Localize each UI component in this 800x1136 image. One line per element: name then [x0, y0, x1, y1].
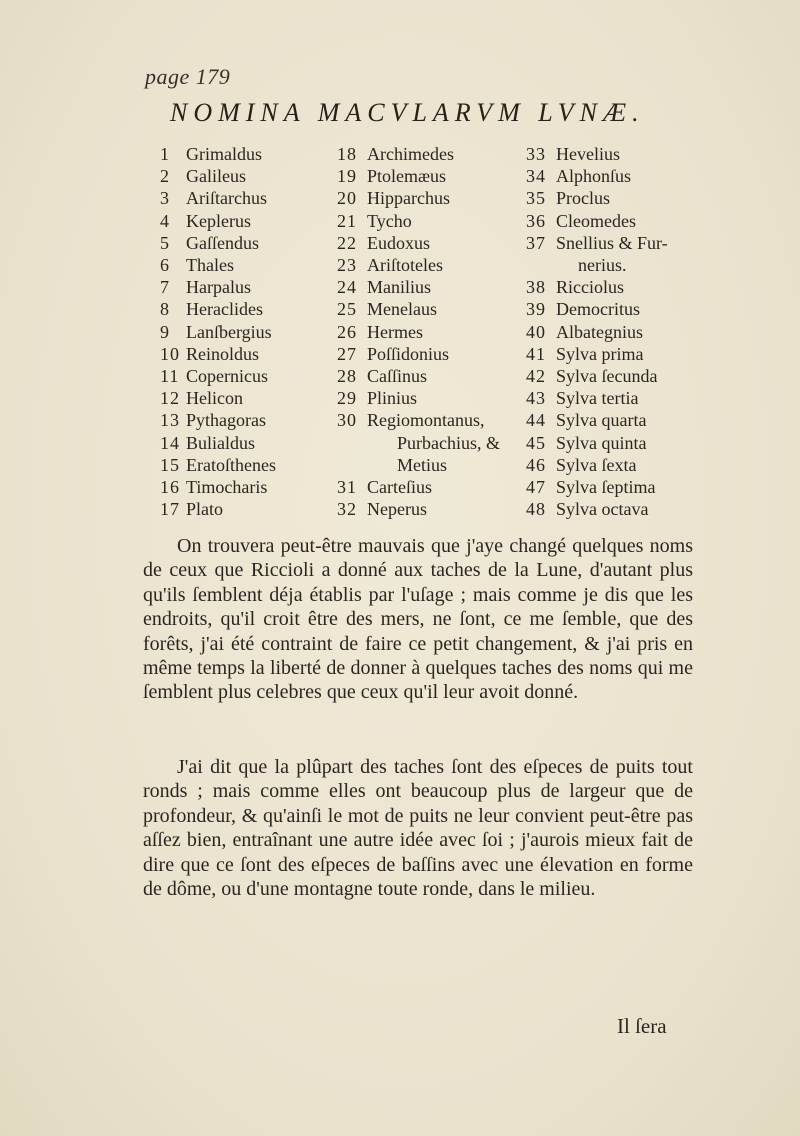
entry-name: Hipparchus — [367, 188, 450, 209]
name-entry — [160, 343, 330, 365]
entry-number: 20 — [337, 188, 357, 209]
page-annotation: page 179 — [145, 64, 231, 89]
entry-name: Plato — [186, 499, 224, 520]
entry-name: Reinoldus — [186, 343, 260, 364]
catchword: Il ſera — [617, 1014, 667, 1038]
entry-number: 21 — [337, 210, 357, 231]
entry-number: 39 — [526, 299, 546, 320]
entry-name: Democritus — [556, 299, 640, 320]
entry-number: 19 — [337, 166, 357, 187]
entry-name: Sylva octava — [556, 499, 649, 520]
entry-continuation: Metius — [397, 454, 448, 475]
entry-number: 11 — [160, 366, 180, 387]
entry-name: Neperus — [367, 499, 427, 520]
entry-name: Menelaus — [367, 299, 437, 320]
name-entry — [526, 321, 706, 343]
entry-number: 14 — [160, 432, 180, 453]
entry-number: 47 — [526, 477, 546, 498]
name-entry — [337, 298, 527, 320]
entry-name: Sylva quinta — [556, 432, 647, 453]
entry-name: Timocharis — [186, 477, 268, 498]
name-entry — [526, 232, 706, 254]
name-entry — [337, 165, 527, 187]
entry-number: 42 — [526, 366, 546, 387]
entry-name: Sylva quarta — [556, 410, 647, 431]
entry-number: 1 — [160, 144, 170, 164]
name-entry — [160, 432, 330, 454]
entry-continuation: Purbachius, & — [397, 432, 500, 453]
name-entry — [160, 365, 330, 387]
entry-name: Sylva ſecunda — [556, 366, 658, 387]
entry-name: Snellius & Fur- — [556, 232, 668, 253]
entry-number: 23 — [337, 255, 357, 276]
entry-name: Eratoſthenes — [186, 454, 276, 475]
name-entry — [160, 298, 330, 320]
name-entry — [160, 210, 330, 232]
entry-name: Regiomontanus, — [367, 410, 485, 431]
entry-number: 36 — [526, 210, 546, 231]
name-entry — [526, 387, 706, 409]
name-entry — [526, 343, 706, 365]
entry-name: Keplerus — [186, 210, 251, 231]
entry-name: Caſſinus — [367, 366, 428, 387]
name-entry — [160, 454, 330, 476]
entry-name: Ptolemæus — [367, 166, 447, 187]
name-entry — [160, 254, 330, 276]
entry-number: 10 — [160, 343, 180, 364]
entry-name: Galileus — [186, 166, 246, 187]
entry-number: 9 — [160, 321, 170, 342]
entry-name: Alphonſus — [556, 166, 632, 187]
entry-name: Cleomedes — [556, 210, 636, 231]
entry-name: Ricciolus — [556, 277, 624, 298]
entry-number: 32 — [337, 499, 357, 520]
entry-name: Sylva prima — [556, 343, 644, 364]
entry-name: Hermes — [367, 321, 423, 342]
entry-name: Tycho — [367, 210, 412, 231]
entry-name: Thales — [186, 255, 234, 276]
entry-number: 33 — [526, 144, 546, 164]
name-entry — [337, 476, 527, 498]
entry-name: Gaſſendus — [186, 232, 259, 253]
entry-name: Heraclides — [186, 299, 263, 320]
name-entry — [526, 210, 706, 232]
entry-number: 46 — [526, 454, 546, 475]
name-entry — [337, 321, 527, 343]
entry-number: 5 — [160, 232, 170, 253]
name-entry — [337, 409, 527, 431]
name-entry — [160, 409, 330, 431]
entry-number: 3 — [160, 188, 170, 209]
entry-name: Plinius — [367, 388, 418, 409]
entry-name: Copernicus — [186, 366, 268, 387]
entry-name: Sylva ſexta — [556, 454, 637, 475]
entry-name: Harpalus — [186, 277, 251, 298]
entry-number: 8 — [160, 299, 170, 320]
entry-number: 31 — [337, 477, 357, 498]
name-entry — [160, 143, 330, 165]
entry-number: 38 — [526, 277, 546, 298]
name-entry — [526, 165, 706, 187]
name-entry — [526, 187, 706, 209]
entry-number: 44 — [526, 410, 546, 431]
entry-name: Proclus — [556, 188, 610, 209]
entry-number: 34 — [526, 166, 546, 187]
name-entry — [337, 365, 527, 387]
entry-name: Archimedes — [367, 144, 454, 164]
entry-name: Hevelius — [556, 144, 620, 164]
entry-number: 30 — [337, 410, 357, 431]
entry-number: 28 — [337, 366, 357, 387]
entry-number: 37 — [526, 232, 546, 253]
entry-name: Pythagoras — [186, 410, 266, 431]
entry-number: 16 — [160, 477, 180, 498]
name-entry — [337, 254, 527, 276]
name-entry — [337, 387, 527, 409]
entry-continuation: nerius. — [578, 255, 627, 276]
entry-name: Lanſbergius — [186, 321, 272, 342]
name-entry — [337, 210, 527, 232]
name-entry — [337, 187, 527, 209]
entry-number: 4 — [160, 210, 170, 231]
paragraph-1: On trouvera peut-être mauvais que j'aye changé quelques noms de ceux que Riccioli a donné aux taches de la Lune, d'autant plus qu'ils ſemblent déja établis par l'uſage ; mais comme je dis que les endroits, qu'il croit être des mers, ne ſont, ce me ſemble, que des forêts, j'ai été contraint de faire ce petit changement, & j'ai pris en même temps la liberté de donner à quelques taches des noms qui me ſemblent plus celebres que ceux qu'il leur avoit donné. — [143, 535, 693, 704]
name-entry — [160, 232, 330, 254]
entry-number: 22 — [337, 232, 357, 253]
names-column-2 — [337, 143, 527, 520]
name-entry — [337, 276, 527, 298]
entry-number: 35 — [526, 188, 546, 209]
name-entry — [160, 165, 330, 187]
names-column-1 — [160, 143, 330, 520]
name-entry — [337, 498, 527, 520]
name-entry — [160, 276, 330, 298]
entry-number: 26 — [337, 321, 357, 342]
name-entry — [526, 276, 706, 298]
name-entry — [526, 454, 706, 476]
entry-name: Sylva ſeptima — [556, 477, 656, 498]
name-entry — [526, 432, 706, 454]
names-column-3 — [526, 143, 706, 520]
entry-name: Ariſtarchus — [186, 188, 267, 209]
entry-number: 25 — [337, 299, 357, 320]
name-entry — [526, 476, 706, 498]
entry-name: Bulialdus — [186, 432, 256, 453]
entry-name: Grimaldus — [186, 144, 262, 164]
entry-name: Carteſius — [367, 477, 432, 498]
entry-number: 17 — [160, 499, 180, 520]
entry-number: 12 — [160, 388, 180, 409]
entry-number: 41 — [526, 343, 546, 364]
name-entry — [526, 498, 706, 520]
entry-number: 24 — [337, 277, 357, 298]
entry-number: 13 — [160, 410, 180, 431]
name-entry — [526, 365, 706, 387]
name-entry — [160, 476, 330, 498]
name-entry — [160, 187, 330, 209]
entry-number: 2 — [160, 166, 170, 187]
entry-number: 18 — [337, 144, 357, 164]
entry-name: Manilius — [367, 277, 432, 298]
name-entry — [160, 387, 330, 409]
name-entry — [160, 321, 330, 343]
name-entry — [160, 498, 330, 520]
entry-name: Albategnius — [556, 321, 643, 342]
entry-number: 29 — [337, 388, 357, 409]
entry-number: 27 — [337, 343, 357, 364]
entry-number: 48 — [526, 499, 546, 520]
paragraph-2: J'ai dit que la plûpart des taches ſont des eſpeces de puits tout ronds ; mais comme elles ont beaucoup plus de largeur que de profondeur, & qu'ainſi le mot de puits ne leur convient peut-être pas aſſez bien, entraînant une autre idée avec ſoi ; j'aurois mieux fait de dire que ce ſont des eſpeces de baſſins avec une élevation en forme de dôme, ou d'une montagne toute ronde, dans le milieu. — [143, 756, 693, 901]
entry-name: Poſſidonius — [367, 343, 450, 364]
entry-name: Sylva tertia — [556, 388, 639, 409]
entry-name: Eudoxus — [367, 232, 430, 253]
name-entry — [337, 232, 527, 254]
entry-number: 15 — [160, 454, 180, 475]
entry-number: 7 — [160, 277, 170, 298]
name-entry — [526, 143, 706, 165]
entry-number: 40 — [526, 321, 546, 342]
name-entry — [526, 409, 706, 431]
entry-name: Helicon — [186, 388, 243, 409]
entry-number: 6 — [160, 255, 170, 276]
name-entry — [337, 343, 527, 365]
entry-number: 43 — [526, 388, 546, 409]
entry-number: 45 — [526, 432, 546, 453]
name-entry — [337, 143, 527, 165]
name-entry — [526, 298, 706, 320]
entry-name: Ariſtoteles — [367, 255, 443, 276]
table-heading: NOMINA MACVLARVM LVNÆ. — [170, 98, 645, 127]
